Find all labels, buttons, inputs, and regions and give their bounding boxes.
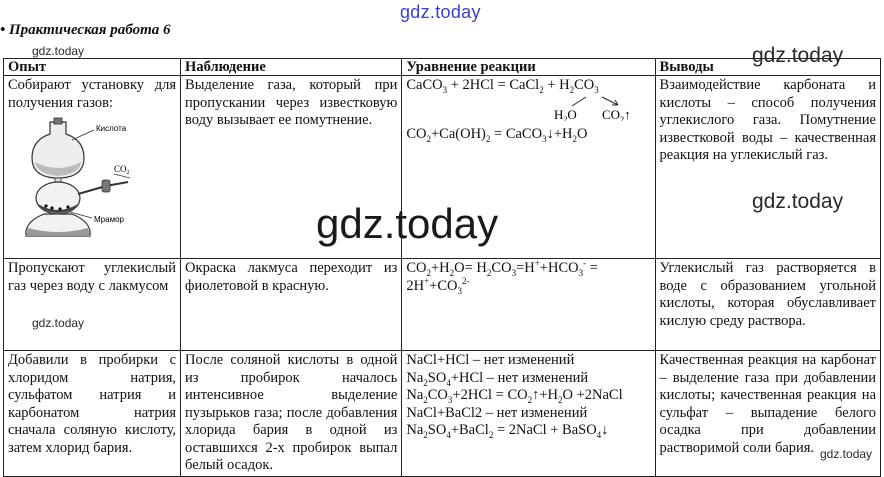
watermark-bottom: gdz.today (820, 447, 873, 461)
cell-conclusion: Качественная реакция на карбонат – выделение газа при добавлении кислоты; качественная реакция на сульфат – выпадение белого осадка при добавлении растворимой соли бария. (655, 351, 880, 477)
equation-carbonic-acid-line2: $2H^++CO_3^{2-}$ (406, 275, 470, 296)
watermark-center: gdz.today (316, 200, 499, 247)
header-experiment: Опыт (4, 59, 181, 76)
table-row (4, 259, 881, 351)
header-equation: Уравнение реакции (402, 59, 655, 76)
cell-experiment: Пропускают углекислый газ через воду с лакмусом (4, 259, 181, 351)
equation-nacl-hcl: NaCl+HCl – нет изменений (406, 352, 575, 368)
equation-nacl-bacl2: NaCl+BaCl2 – нет изменений (406, 404, 588, 421)
table-row (4, 351, 881, 477)
equation-na2so4-hcl: $Na_2SO_4+HCl$ – нет изменений (406, 369, 589, 388)
cell-conclusion: Углекислый газ растворяется в воде с образованием угольной кислоты, которая обуславливает кислую среду раствора. (655, 259, 880, 351)
cell-equation (402, 351, 655, 477)
watermark-top: gdz.today (400, 2, 481, 22)
label-gas: $CO_2$ (114, 164, 130, 176)
product-co2: $CO_2↑$ (602, 106, 631, 121)
experiment-text: Собирают установку для получения газов: (8, 77, 177, 111)
label-acid: Кислота (96, 124, 127, 133)
practical-work-table (3, 58, 881, 477)
page-title: • Практическая работа 6 (0, 22, 171, 38)
watermark-right-top: gdz.today (752, 44, 844, 67)
header-observation: Наблюдение (181, 59, 402, 76)
cell-conclusion: Взаимодействие карбоната и кислоты – способ получения углекислого газа. Помутнение известковой воды – качественная реакция на углекислый газ. (655, 76, 880, 259)
equation-co2-limewater: $CO_2+Ca(OH)_2$ = $CaCO_3↓+H_2O$ (406, 126, 588, 144)
table-header-row (4, 59, 881, 76)
cell-equation (402, 259, 655, 351)
equation-na2co3-hcl: $Na_2CO_3+2HCl$ = $CO_2↑+H_2O$ +2NaCl (406, 387, 623, 405)
cell-observation: После соляной кислоты в одной из пробирок началось интенсивное выделение пузырьков газа; после добавления хлорида бария в одной из оставшихся 2-х пробирок выпал белый осадок. (181, 351, 402, 477)
cell-experiment (4, 76, 181, 259)
watermark-small: gdz.today (32, 44, 85, 58)
equation-caco3-hcl: CaCO$_3$ + 2HCl = CaCl$_2$ + $H_2CO_3$ (406, 77, 599, 95)
equation-carbonic-acid: $CO_2+H_2O= H_2CO_3=H^++HCO_3^-$ = (406, 258, 598, 278)
header-conclusion: Выводы (655, 59, 880, 76)
cell-observation: Окраска лакмуса переходит из фиолетовой в красную. (181, 259, 402, 351)
decomposition-arrows (406, 95, 642, 121)
label-marble: Мрамор (94, 215, 124, 224)
gas-apparatus-diagram (10, 116, 170, 240)
cell-observation: Выделение газа, который при пропускании через известковую воду вызывает ее помутнение. (181, 76, 402, 259)
equation-na2so4-bacl2: $Na_2SO_4+BaCl_2$ = 2NaCl + BaSO$_4$↓ (406, 422, 609, 440)
watermark-small-lower: gdz.today (32, 316, 85, 330)
cell-experiment: Добавили в пробирки с хлоридом натрия, сульфатом натрия и карбонатом натрия сначала соляную кислоту, затем хлорид бария. (4, 351, 181, 477)
product-water: $H_2O$ (554, 106, 578, 121)
watermark-right-middle: gdz.today (752, 190, 844, 213)
